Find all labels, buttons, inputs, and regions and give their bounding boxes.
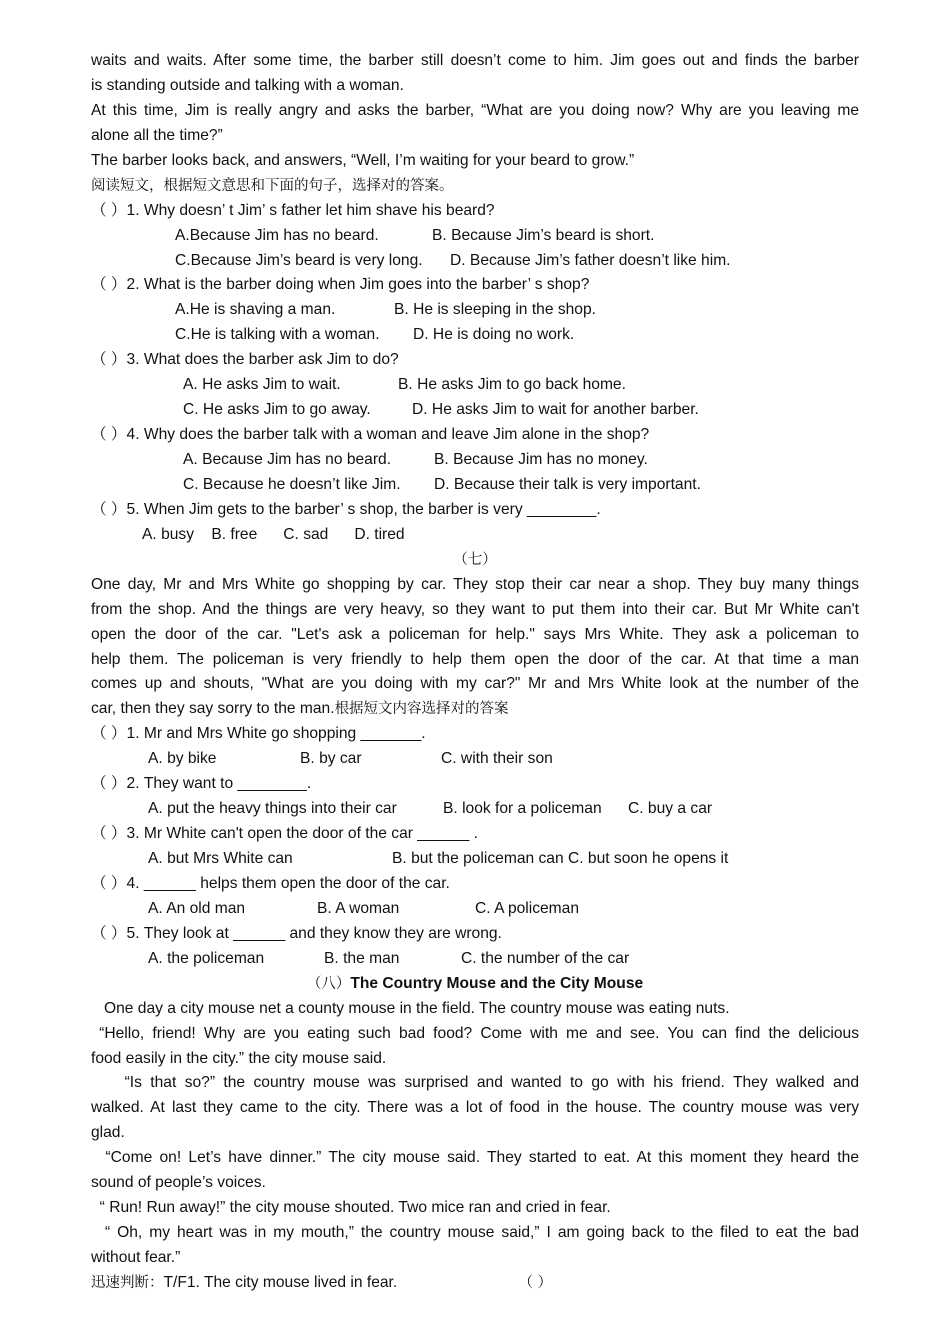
story-line: without fear.” <box>91 1249 181 1266</box>
question-3: （ ）3. What does the barber ask Jim to do? <box>91 351 399 369</box>
options-row <box>91 224 859 249</box>
options-row <box>91 398 859 423</box>
section-heading: （七） <box>453 551 497 568</box>
option-b: B. the man <box>324 949 400 967</box>
story-line: At this time, Jim is really angry and asks the barber, “What are you doing now? Why are you leaving me <box>91 101 859 119</box>
story-line: One day, Mr and Mrs White go shopping by car. They stop their car near a shop. They buy many things <box>91 575 859 593</box>
question-4: （ ）4. Why does the barber talk with a woman and leave Jim alone in the shop? <box>91 426 650 444</box>
option-c: C. A policeman <box>475 899 580 917</box>
option-c: C. buy a car <box>628 800 713 818</box>
instruction-text: 根据短文内容选择对的答案 <box>334 701 509 718</box>
options-row <box>91 797 859 822</box>
option-a: A. by bike <box>148 750 217 768</box>
option-c: C. Because he doesn’t like Jim. <box>183 475 401 493</box>
heading-title: The Country Mouse and the City Mouse <box>350 974 644 992</box>
option-b: B. by car <box>300 750 362 768</box>
options-row: A. busy B. free C. sad D. tired <box>142 525 405 543</box>
option-b: B. Because Jim has no money. <box>434 451 648 468</box>
option-a: A.He is shaving a man. <box>175 301 336 319</box>
option-d: D. Because their talk is very important. <box>434 475 701 493</box>
option-d: D. He asks Jim to wait for another barber. <box>412 401 699 419</box>
options-row <box>91 448 859 473</box>
story-line: comes up and shouts, "What are you doing with my car?" Mr and Mrs White look at the number of the <box>91 675 859 693</box>
option-a: A. but Mrs White can <box>148 850 293 867</box>
section-heading <box>91 972 859 997</box>
question-5: （ ）5. They look at ______ and they know they are wrong. <box>91 924 502 942</box>
option-a: A. Because Jim has no beard. <box>183 451 392 468</box>
story-line: food easily in the city.” the city mouse said. <box>91 1049 387 1067</box>
story-line: “ Run! Run away!” the city mouse shouted. Two mice ran and cried in fear. <box>91 1199 611 1217</box>
option-a: A. He asks Jim to wait. <box>183 376 341 394</box>
story-text: car, then they say sorry to the man. <box>91 700 335 718</box>
question-2: （ ）2. What is the barber doing when Jim goes into the barber’ s shop? <box>91 276 590 294</box>
options-row <box>91 747 859 772</box>
option-b: B. A woman <box>317 899 400 917</box>
options-row <box>91 298 859 323</box>
story-line: from the shop. And the things are very heavy, so they want to put them into their car. But Mr White can't <box>91 600 859 618</box>
story-line: open the door of the car. "Let's ask a policeman for help." says Mrs White. They ask a policeman to <box>91 625 859 643</box>
story-line: “ Oh, my heart was in my mouth,” the country mouse said,” I am going back to the filed to eat the bad <box>91 1224 859 1242</box>
option-a: A. the policeman <box>148 949 265 967</box>
option-c: C. He asks Jim to go away. <box>183 401 371 419</box>
question-3: （ ）3. Mr White can't open the door of the car ______ . <box>91 825 478 843</box>
option-b: B. look for a policeman <box>443 800 602 818</box>
options-row <box>91 323 859 348</box>
answer-blank[interactable]: （ ） <box>518 1274 553 1291</box>
tf-question-text: T/F1. The city mouse lived in fear. <box>163 1273 398 1291</box>
story-line: “Come on! Let’s have dinner.” The city mouse said. They started to eat. At this moment they heard the <box>91 1149 859 1167</box>
question-1: （ ）1. Why doesn’ t Jim’ s father let him shave his beard? <box>91 201 495 219</box>
options-row <box>91 473 859 498</box>
true-false-question <box>91 1271 859 1296</box>
story-line: walked. At last they came to the city. There was a lot of food in the house. The country mouse was very <box>91 1099 859 1117</box>
question-1: （ ）1. Mr and Mrs White go shopping _______. <box>91 725 426 743</box>
option-a: A. An old man <box>148 899 246 917</box>
story-line: “Hello, friend! Why are you eating such bad food? Come with me and see. You can find the delicious <box>91 1024 859 1042</box>
question-2: （ ）2. They want to ________. <box>91 775 312 793</box>
options-row <box>91 897 859 922</box>
option-d: D. Because Jim’s father doesn’t like him. <box>450 251 731 269</box>
option-b: B. He asks Jim to go back home. <box>398 376 626 394</box>
story-line: alone all the time?” <box>91 126 223 144</box>
heading-number: （八） <box>306 975 351 992</box>
instruction-text: 阅读短文，根据短文意思和下面的句子，选择对的答案。 <box>91 177 454 194</box>
option-a: A. put the heavy things into their car <box>148 800 397 818</box>
story-line: sound of people’s voices. <box>91 1174 266 1192</box>
question-5: （ ）5. When Jim gets to the barber’ s shop, the barber is very ________. <box>91 500 601 518</box>
story-line: “Is that so?” the country mouse was surprised and wanted to go with his friend. They walked and <box>91 1074 859 1092</box>
worksheet-page <box>91 49 859 1296</box>
options-row <box>91 249 859 274</box>
options-row <box>91 847 859 872</box>
option-d: D. He is doing no work. <box>413 326 575 344</box>
story-line: glad. <box>91 1124 125 1142</box>
story-line: The barber looks back, and answers, “Well, I’m waiting for your beard to grow.” <box>91 151 635 169</box>
question-4: （ ）4. ______ helps them open the door of the car. <box>91 874 450 892</box>
story-line: help them. The policeman is very friendly to help them open the door of the car. At that time a man <box>91 650 859 668</box>
option-c: C.Because Jim’s beard is very long. <box>175 251 423 269</box>
tf-label: 迅速判断： <box>91 1274 164 1291</box>
option-c: C.He is talking with a woman. <box>175 326 380 344</box>
options-row <box>91 373 859 398</box>
option-c: C. with their son <box>441 750 553 768</box>
option-bc: B. but the policeman can C. but soon he opens it <box>392 850 729 867</box>
story-line <box>91 697 859 722</box>
option-a: A.Because Jim has no beard. <box>175 226 379 244</box>
story-line: waits and waits. After some time, the barber still doesn’t come to him. Jim goes out and finds the barber <box>91 52 859 69</box>
options-row <box>91 947 859 972</box>
option-c: C. the number of the car <box>461 949 630 967</box>
story-line: One day a city mouse net a county mouse in the field. The country mouse was eating nuts. <box>91 999 730 1017</box>
option-b: B. Because Jim’s beard is short. <box>432 226 655 244</box>
option-b: B. He is sleeping in the shop. <box>394 301 596 319</box>
story-line: is standing outside and talking with a woman. <box>91 76 404 94</box>
